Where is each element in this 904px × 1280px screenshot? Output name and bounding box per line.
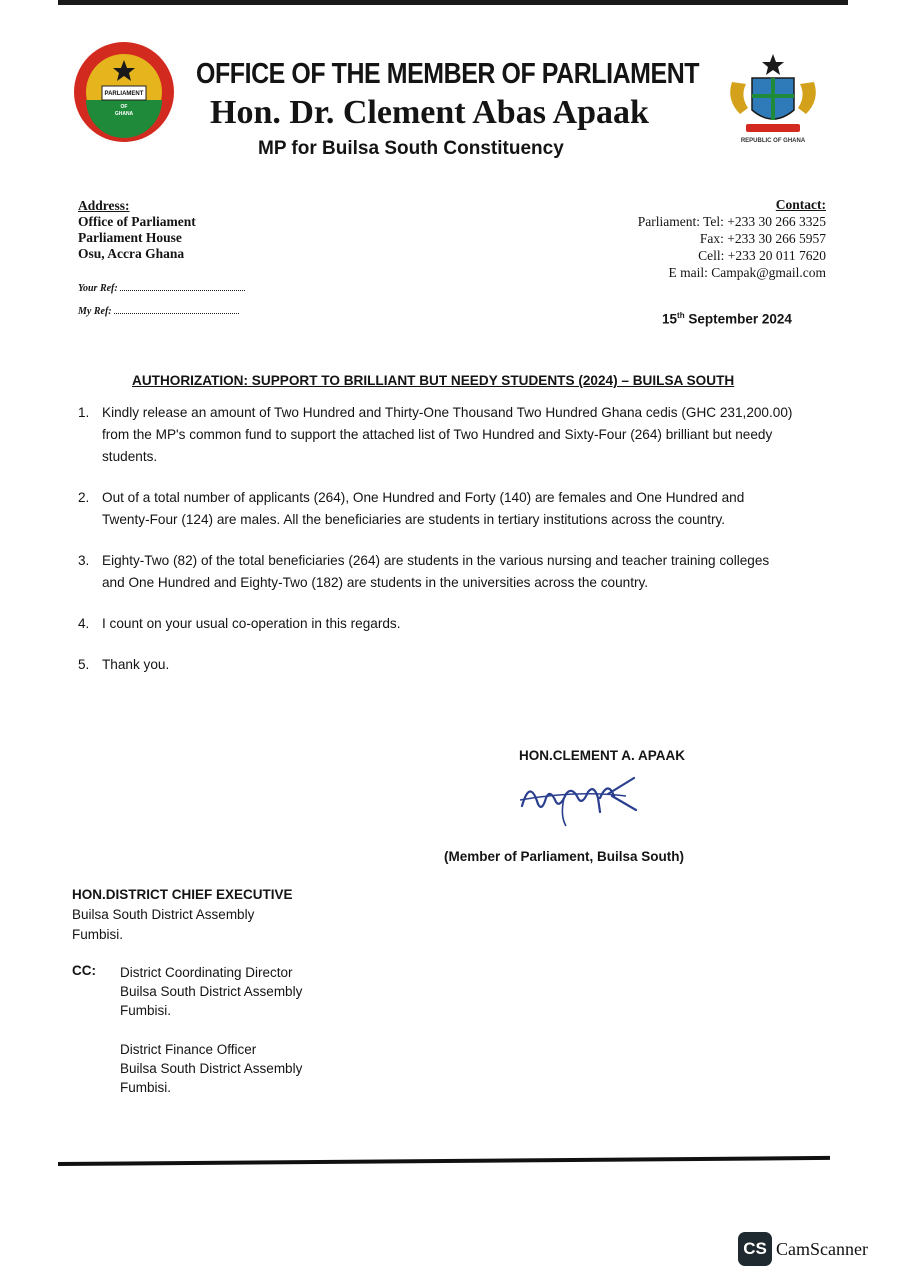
camscanner-watermark <box>738 1232 868 1266</box>
list-item <box>78 402 794 468</box>
item-text: Out of a total number of applicants (264), One Hundred and Forty (140) are females and One Hundred and Twenty-Four (124) are males. All the beneficiaries are students in tertiary institutions across the country. <box>102 490 745 527</box>
cc-line: Fumbisi. <box>120 1080 172 1095</box>
cc-line: District Coordinating Director <box>120 965 293 980</box>
address-block <box>78 198 196 262</box>
item-number: 1. <box>78 405 90 420</box>
list-item <box>78 654 794 676</box>
my-ref-blank <box>114 313 239 314</box>
cc-label: CC: <box>72 963 96 978</box>
signatory-role: (Member of Parliament, Builsa South) <box>444 849 685 864</box>
contact-label: Contact: <box>775 197 826 212</box>
logo-text-line-2: OF <box>120 104 128 110</box>
item-text: Eighty-Two (82) of the total beneficiaries (264) are students in the various nursing and teacher training colleges and One Hundred and Eighty-Two (182) are students in the universities across the country. <box>102 553 770 590</box>
coat-of-arms-caption: REPUBLIC OF GHANA <box>740 138 806 144</box>
cc-line: Builsa South District Assembly <box>120 1061 303 1076</box>
list-item <box>78 487 794 531</box>
list-item <box>78 613 794 635</box>
address-label: Address: <box>78 198 130 213</box>
list-item <box>78 550 794 594</box>
my-ref <box>78 306 239 317</box>
recipient-block <box>72 885 293 945</box>
recipient-line: Builsa South District Assembly <box>72 907 255 922</box>
your-ref-blank <box>120 290 245 291</box>
constituency: MP for Builsa South Constituency <box>258 138 564 159</box>
date-rest: September 2024 <box>684 311 792 327</box>
date-day: 15 <box>662 311 678 327</box>
recipient-title: HON.DISTRICT CHIEF EXECUTIVE <box>72 887 293 902</box>
signatory-name: HON.CLEMENT A. APAAK <box>519 748 685 763</box>
scan-top-edge <box>58 0 848 5</box>
item-number: 4. <box>78 616 90 631</box>
your-ref <box>78 283 245 294</box>
item-number: 2. <box>78 490 90 505</box>
mp-name: Hon. Dr. Clement Abas Apaak <box>210 94 649 131</box>
item-text: Thank you. <box>102 657 170 672</box>
contact-line: Fax: +233 30 266 5957 <box>699 231 826 246</box>
footer-rule <box>58 1156 830 1166</box>
camscanner-logo-icon: CS <box>738 1232 772 1266</box>
item-number: 5. <box>78 657 90 672</box>
item-text: I count on your usual co-operation in this regards. <box>102 616 401 631</box>
logo-text-line-3: GHANA <box>114 111 134 117</box>
cc-line: District Finance Officer <box>120 1042 257 1057</box>
logo-text-line-1: PARLIAMENT <box>104 91 144 97</box>
signature-image <box>516 768 646 828</box>
date-suffix: th <box>677 311 685 320</box>
cc-entry <box>120 963 302 1020</box>
office-title: OFFICE OF THE MEMBER OF PARLIAMENT <box>196 58 700 90</box>
cc-entry <box>120 1040 302 1097</box>
your-ref-label: Your Ref: <box>78 283 118 294</box>
contact-line: Parliament: Tel: +233 30 266 3325 <box>637 214 826 229</box>
parliament-logo-icon <box>72 40 176 144</box>
camscanner-text: CamScanner <box>776 1238 868 1259</box>
cc-line: Fumbisi. <box>120 1003 172 1018</box>
subject-heading: AUTHORIZATION: SUPPORT TO BRILLIANT BUT NEEDY STUDENTS (2024) – BUILSA SOUTH <box>132 373 735 388</box>
item-text: Kindly release an amount of Two Hundred and Thirty-One Thousand Two Hundred Ghana cedis (GHC 231,200.00) from the MP's common fund to support the attached list of Two Hundred and Sixty-Four (264) brilliant but needy students. <box>102 405 793 464</box>
contact-line: Cell: +233 20 011 7620 <box>698 248 826 263</box>
address-line: Parliament House <box>78 230 182 245</box>
address-line: Osu, Accra Ghana <box>78 246 185 261</box>
numbered-list <box>78 402 794 695</box>
my-ref-label: My Ref: <box>78 306 112 317</box>
recipient-line: Fumbisi. <box>72 927 124 942</box>
cc-line: Builsa South District Assembly <box>120 984 303 999</box>
contact-line: E mail: Campak@gmail.com <box>668 265 826 280</box>
contact-block <box>638 196 826 281</box>
item-number: 3. <box>78 553 90 568</box>
ghana-coat-of-arms-icon <box>722 52 824 144</box>
address-line: Office of Parliament <box>78 214 196 229</box>
letter-date <box>662 311 792 327</box>
